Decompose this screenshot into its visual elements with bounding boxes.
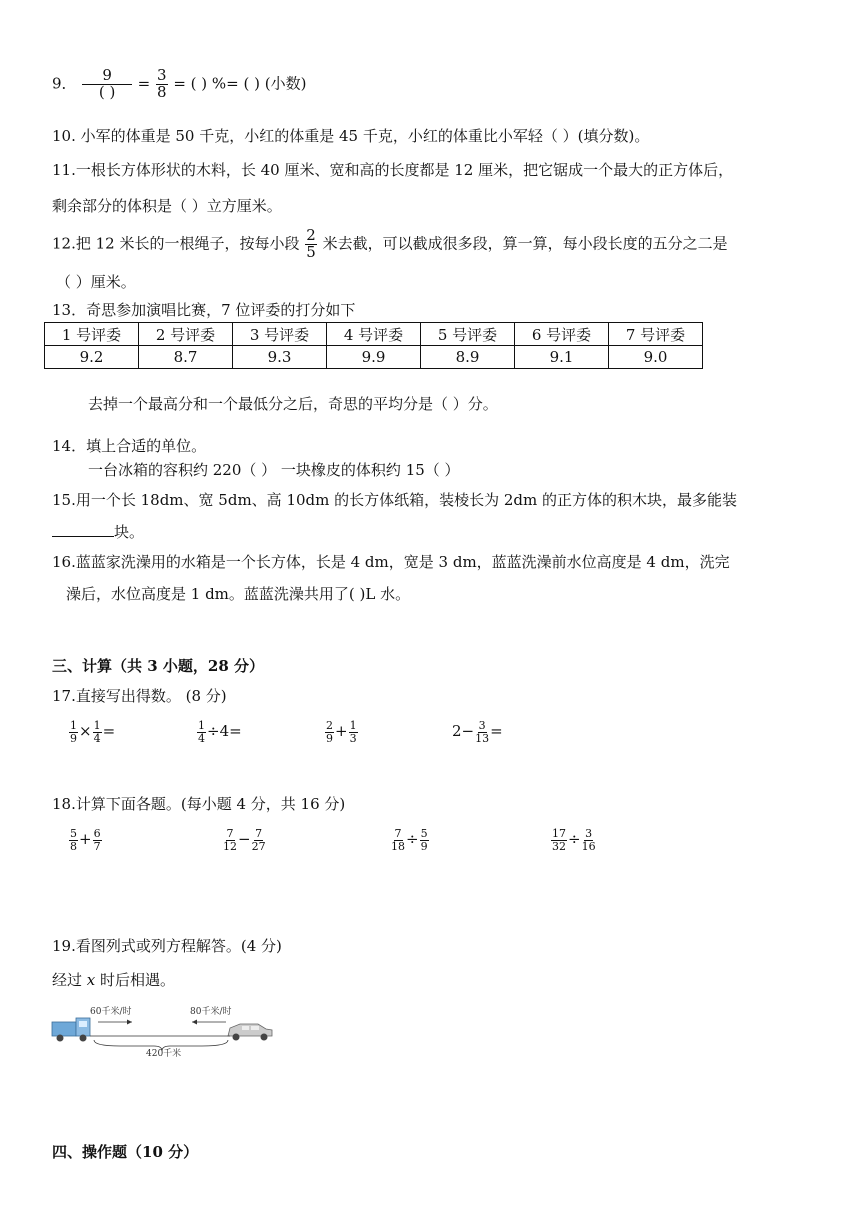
q9 [52,68,306,101]
q17-expr-4: 2− $\frac{3}{13}$ = [452,719,503,745]
q12-frac-den: 5 [306,242,316,261]
score-table [44,322,703,369]
q12-text-b: 米去截，可以截成很多段，算一算，每小段长度的五分之二是 [322,234,728,253]
q18-expr-3: $\frac{7}{18}$ ÷ $\frac{5}{9}$ [391,827,428,853]
variable-x: x [86,971,96,989]
q9-frac-num: 3 [157,66,167,84]
q9-fraction-left [82,68,132,101]
q9-eq: = [137,74,151,93]
q11-line1: 11.一根长方体形状的木料，长 40 厘米、宽和高的长度都是 12 厘米，把它锯成一个最大的正方体后， [52,161,734,179]
left-speed-label: 60千米/时 [90,1007,132,1017]
right-speed-label: 80千米/时 [190,1007,232,1017]
meeting-diagram [50,998,280,1058]
q17: 17.直接写出得数。 (8 分) [52,687,227,705]
q15-unit: 块。 [114,523,145,541]
q15-blank [52,522,114,537]
table-cell: 9.3 [233,346,327,369]
q12-frac-num: 2 [306,226,316,244]
car-icon [228,1024,272,1041]
table-cell: 6 号评委 [515,323,609,346]
q12-line2: （ ）厘米。 [56,273,136,291]
q15-line1: 15.用一个长 18dm、宽 5dm、高 10dm 的长方体纸箱，装棱长为 2dm 的正方体的积木块，最多能装 [52,491,738,509]
q11-line2: 剩余部分的体积是（ ）立方厘米。 [52,197,282,215]
table-cell: 9.9 [327,346,421,369]
table-cell: 5 号评委 [421,323,515,346]
table-cell: 4 号评委 [327,323,421,346]
q18-expr-1: $\frac{5}{8}$ + $\frac{6}{7}$ [70,827,101,853]
table-cell: 8.9 [421,346,515,369]
table-cell: 9.2 [45,346,139,369]
q9-num: 9 [82,68,132,85]
table-cell: 9.1 [515,346,609,369]
q18-expr-4: $\frac{17}{32}$ ÷ $\frac{3}{16}$ [552,827,596,853]
q19-text: 经过 x 时后相遇。 [52,971,176,989]
q9-fraction-right [156,68,168,101]
q9-frac-den: 8 [157,82,167,101]
q15-line2 [52,522,144,542]
q9-den: ( ) [98,82,116,101]
q16-line1: 16.蓝蓝家洗澡用的水箱是一个长方体，长是 4 dm，宽是 3 dm，蓝蓝洗澡前水位高度是 4 dm，洗完 [52,553,730,571]
section-3-title: 三、计算（共 3 小题，28 分） [52,657,264,675]
q17-expr-2: $\frac{1}{4}$ ÷4= [198,719,242,745]
q18-expr-2: $\frac{7}{12}$ − $\frac{7}{27}$ [223,827,266,853]
q13-question: 去掉一个最高分和一个最低分之后，奇思的平均分是（ ）分。 [88,395,498,413]
q16-line2: 澡后，水位高度是 1 dm。蓝蓝洗澡共用了( )L 水。 [66,585,411,603]
q10: 10. 小军的体重是 50 千克，小红的体重是 45 千克，小红的体重比小军轻（ ）(填分数)。 [52,127,650,145]
q13: 13．奇思参加演唱比赛，7 位评委的打分如下 [52,301,356,319]
truck-icon [52,1018,90,1042]
section-4-title: 四、操作题（10 分） [52,1143,199,1161]
q14-items: 一台冰箱的容积约 220（ ） 一块橡皮的体积约 15（ ） [88,461,460,479]
distance-label: 420千米 [146,1049,182,1058]
table-score-row [45,346,703,369]
q19: 19.看图列式或列方程解答。(4 分) [52,937,282,955]
q14: 14．填上合适的单位。 [52,437,207,455]
table-cell: 3 号评委 [233,323,327,346]
q12-line1 [52,228,728,261]
table-cell: 1 号评委 [45,323,139,346]
q18: 18.计算下面各题。(每小题 4 分，共 16 分) [52,795,346,813]
q9-label: 9． [52,74,77,93]
table-header-row [45,323,703,346]
table-cell: 2 号评委 [139,323,233,346]
q17-expr-1: $\frac{1}{9}$ × $\frac{1}{4}$ = [70,719,116,745]
q12-fraction [305,228,317,261]
q12-text-a: 12.把 12 米长的一根绳子，按每小段 [52,234,300,253]
table-cell: 8.7 [139,346,233,369]
table-cell: 9.0 [609,346,703,369]
q17-expr-3: $\frac{2}{9}$ + $\frac{1}{3}$ [326,719,357,745]
table-cell: 7 号评委 [609,323,703,346]
q9-tail: = ( ) %= ( ) (小数) [173,74,307,93]
